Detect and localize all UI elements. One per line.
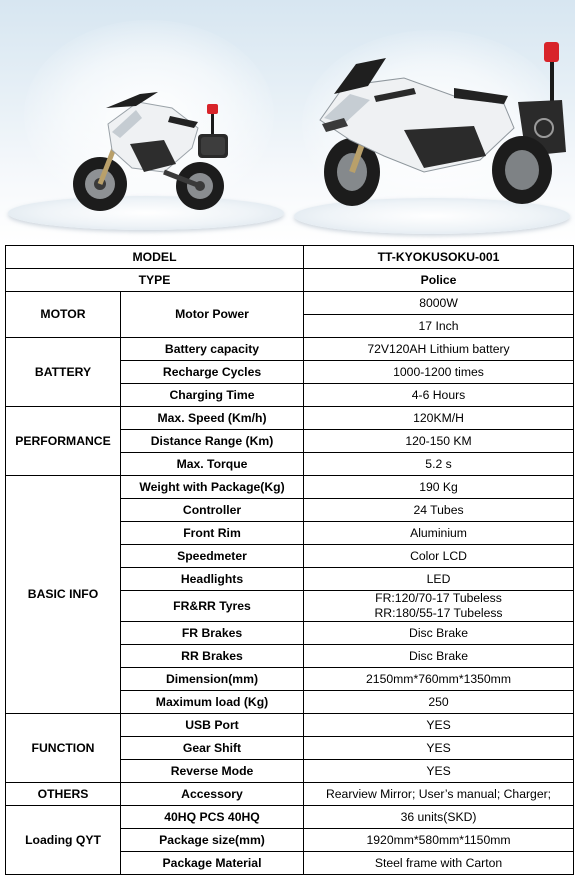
spec-value: 190 Kg <box>304 476 574 499</box>
model-label: MODEL <box>6 246 304 269</box>
motorcycle-front-view-image <box>304 40 572 214</box>
group-label-motor: MOTOR <box>6 292 121 338</box>
spec-label: FR Brakes <box>121 622 304 645</box>
table-row <box>6 783 574 806</box>
spec-value: Color LCD <box>304 545 574 568</box>
table-row <box>6 338 574 361</box>
spec-value: YES <box>304 714 574 737</box>
spec-value: YES <box>304 760 574 783</box>
spec-value: Disc Brake <box>304 645 574 668</box>
spec-label: Package size(mm) <box>121 829 304 852</box>
spec-value: 250 <box>304 691 574 714</box>
spec-label: Front Rim <box>121 522 304 545</box>
spec-value: Rearview Mirror; User’s manual; Charger; <box>304 783 574 806</box>
spec-value: 120-150 KM <box>304 430 574 453</box>
table-row <box>6 407 574 430</box>
spec-label: Reverse Mode <box>121 760 304 783</box>
spec-label: USB Port <box>121 714 304 737</box>
spec-label: FR&RR Tyres <box>121 591 304 622</box>
spec-label: Headlights <box>121 568 304 591</box>
spec-label: Motor Power <box>121 292 304 338</box>
spec-value: 1920mm*580mm*1150mm <box>304 829 574 852</box>
spec-label: Charging Time <box>121 384 304 407</box>
spec-value: 5.2 s <box>304 453 574 476</box>
spec-label: Max. Speed (Km/h) <box>121 407 304 430</box>
product-photos <box>0 0 575 243</box>
spec-label: Dimension(mm) <box>121 668 304 691</box>
spec-value: 2150mm*760mm*1350mm <box>304 668 574 691</box>
spec-label: Maximum load (Kg) <box>121 691 304 714</box>
spec-label: Weight with Package(Kg) <box>121 476 304 499</box>
group-label-battery: BATTERY <box>6 338 121 407</box>
spec-value: YES <box>304 737 574 760</box>
spec-value: 36 units(SKD) <box>304 806 574 829</box>
spec-value: Aluminium <box>304 522 574 545</box>
specification-table <box>5 245 574 875</box>
spec-value: 17 Inch <box>304 315 574 338</box>
spec-value: LED <box>304 568 574 591</box>
rear-tyre-value: RR:180/55-17 Tubeless <box>374 606 503 620</box>
table-row-type <box>6 269 574 292</box>
spec-value: 8000W <box>304 292 574 315</box>
table-row-model <box>6 246 574 269</box>
spec-label: Max. Torque <box>121 453 304 476</box>
spec-label: Distance Range (Km) <box>121 430 304 453</box>
table-row <box>6 714 574 737</box>
spec-label: Controller <box>121 499 304 522</box>
spec-value: 24 Tubes <box>304 499 574 522</box>
front-tyre-value: FR:120/70-17 Tubeless <box>375 591 502 605</box>
spec-label: Speedmeter <box>121 545 304 568</box>
group-label-loading: Loading QYT <box>6 806 121 875</box>
spec-value: 120KM/H <box>304 407 574 430</box>
model-value: TT-KYOKUSOKU-001 <box>304 246 574 269</box>
spec-value: 1000-1200 times <box>304 361 574 384</box>
spec-value: Steel frame with Carton <box>304 852 574 875</box>
group-label-function: FUNCTION <box>6 714 121 783</box>
group-label-others: OTHERS <box>6 783 121 806</box>
spec-value: 72V120AH Lithium battery <box>304 338 574 361</box>
motorcycle-side-view-image <box>60 88 240 220</box>
type-label: TYPE <box>6 269 304 292</box>
group-label-basic-info: BASIC INFO <box>6 476 121 714</box>
spec-label: Recharge Cycles <box>121 361 304 384</box>
group-label-performance: PERFORMANCE <box>6 407 121 476</box>
spec-label: Battery capacity <box>121 338 304 361</box>
table-row <box>6 476 574 499</box>
spec-label: Gear Shift <box>121 737 304 760</box>
spec-label: RR Brakes <box>121 645 304 668</box>
spec-label: 40HQ PCS 40HQ <box>121 806 304 829</box>
table-row <box>6 806 574 829</box>
table-row <box>6 292 574 315</box>
product-photo-front-view <box>288 0 575 243</box>
spec-value: Disc Brake <box>304 622 574 645</box>
spec-value-tyres <box>304 591 574 622</box>
spec-label: Package Material <box>121 852 304 875</box>
spec-value: 4-6 Hours <box>304 384 574 407</box>
spec-label: Accessory <box>121 783 304 806</box>
type-value: Police <box>304 269 574 292</box>
product-photo-side-view <box>0 0 288 243</box>
